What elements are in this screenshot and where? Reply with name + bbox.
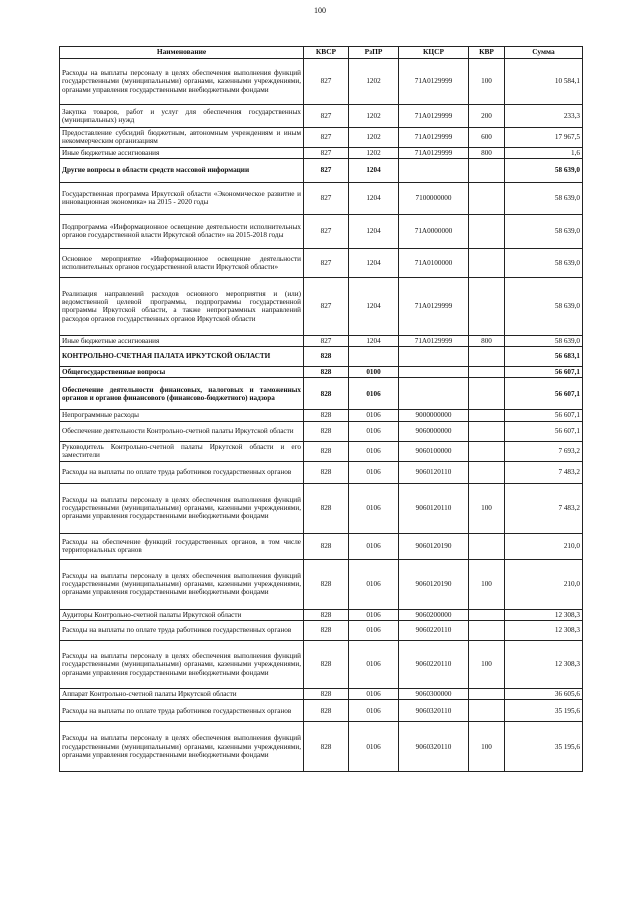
cell-kvsr: 828 [304, 609, 349, 620]
cell-name: Расходы на выплаты по оплате труда работников государственных органов [60, 620, 304, 640]
cell-rzpr: 0106 [349, 483, 399, 533]
cell-name: Подпрограмма «Информационное освещение деятельности исполнительных органов государственной власти Иркутской области» на 2015-2018 годы [60, 214, 304, 248]
cell-kcsr: 9060220110 [399, 620, 469, 640]
cell-name: Расходы на выплаты персоналу в целях обеспечения выполнения функций государственными (муниципальными) органами, казенными учреждениями, органами управления государственными внебюджетными фондами [60, 722, 304, 772]
table-row [60, 533, 583, 559]
cell-kvsr: 827 [304, 335, 349, 346]
header-kvsr: КВСР [304, 47, 349, 59]
cell-kvsr: 828 [304, 347, 349, 367]
cell-kvsr: 827 [304, 248, 349, 277]
table-row [60, 347, 583, 367]
cell-name: Расходы на выплаты персоналу в целях обеспечения выполнения функций государственными (муниципальными) органами, казенными учреждениями, органами управления государственными внебюджетными фондами [60, 59, 304, 105]
table-row [60, 277, 583, 335]
cell-kvsr: 828 [304, 559, 349, 609]
cell-kcsr: 9060300000 [399, 688, 469, 699]
cell-kvsr: 828 [304, 483, 349, 533]
cell-kcsr [399, 367, 469, 378]
cell-kvr [469, 688, 505, 699]
cell-name: Расходы на выплаты персоналу в целях обеспечения выполнения функций государственными (муниципальными) органами, казенными учреждениями, органами управления государственными внебюджетными фондами [60, 640, 304, 688]
cell-rzpr: 0106 [349, 609, 399, 620]
cell-name: Реализация направлений расходов основного мероприятия и (или) ведомственной целевой программы, подпрограммы государственной программы Иркутской области, а также непрограммных направлений расходов органов государственных органов Иркутской области [60, 277, 304, 335]
cell-kcsr: 9060320110 [399, 700, 469, 722]
cell-kvsr: 827 [304, 128, 349, 148]
header-kcsr: КЦСР [399, 47, 469, 59]
cell-rzpr: 0106 [349, 533, 399, 559]
table-row [60, 640, 583, 688]
cell-sum: 1,6 [505, 147, 583, 158]
table-row [60, 421, 583, 441]
cell-kcsr [399, 158, 469, 182]
cell-name: Расходы на обеспечение функций государственных органов, в том числе территориальных органов [60, 533, 304, 559]
cell-kvr [469, 533, 505, 559]
header-name: Наименование [60, 47, 304, 59]
table-row [60, 367, 583, 378]
cell-kvr [469, 347, 505, 367]
cell-name: Предоставление субсидий бюджетным, автономным учреждениям и иным некоммерческим организациям [60, 128, 304, 148]
cell-rzpr: 0106 [349, 640, 399, 688]
cell-kvr: 100 [469, 640, 505, 688]
cell-kvsr: 827 [304, 214, 349, 248]
table-row [60, 214, 583, 248]
cell-rzpr: 0106 [349, 559, 399, 609]
table-row [60, 688, 583, 699]
cell-kvr [469, 410, 505, 421]
cell-sum: 17 967,5 [505, 128, 583, 148]
table-row [60, 559, 583, 609]
table-row [60, 59, 583, 105]
cell-sum: 58 639,0 [505, 248, 583, 277]
cell-kcsr [399, 378, 469, 410]
cell-kcsr: 71А0129999 [399, 105, 469, 128]
cell-kvsr: 828 [304, 640, 349, 688]
cell-kvr: 800 [469, 335, 505, 346]
table-row [60, 248, 583, 277]
cell-rzpr: 1202 [349, 59, 399, 105]
cell-sum: 56 607,1 [505, 410, 583, 421]
cell-sum: 12 308,3 [505, 620, 583, 640]
cell-kcsr [399, 347, 469, 367]
cell-rzpr: 1202 [349, 105, 399, 128]
cell-name: Расходы на выплаты по оплате труда работников государственных органов [60, 461, 304, 483]
cell-kvsr: 828 [304, 700, 349, 722]
table-row [60, 147, 583, 158]
cell-kvsr: 828 [304, 367, 349, 378]
table-row [60, 410, 583, 421]
cell-kvsr: 827 [304, 59, 349, 105]
cell-kcsr: 71А0129999 [399, 335, 469, 346]
table-row [60, 700, 583, 722]
cell-kvr [469, 158, 505, 182]
cell-sum: 12 308,3 [505, 640, 583, 688]
cell-kvr: 100 [469, 559, 505, 609]
cell-rzpr: 1204 [349, 214, 399, 248]
header-rzpr: РзПР [349, 47, 399, 59]
cell-sum: 56 683,1 [505, 347, 583, 367]
cell-kvr [469, 421, 505, 441]
table-header-row [60, 47, 583, 59]
cell-sum: 58 639,0 [505, 158, 583, 182]
cell-name: Руководитель Контрольно-счетной палаты Иркутской области и его заместители [60, 441, 304, 461]
cell-sum: 35 195,6 [505, 700, 583, 722]
cell-kvsr: 827 [304, 158, 349, 182]
cell-sum: 58 639,0 [505, 335, 583, 346]
cell-sum: 10 584,1 [505, 59, 583, 105]
cell-rzpr: 1204 [349, 335, 399, 346]
cell-name: Государственная программа Иркутской области «Экономическое развитие и инновационная экономика» на 2015 - 2020 годы [60, 182, 304, 214]
cell-kvr: 800 [469, 147, 505, 158]
cell-kcsr: 9060320110 [399, 722, 469, 772]
cell-name: Основное мероприятие «Информационное освещение деятельности исполнительных органов государственной власти Иркутской области» [60, 248, 304, 277]
cell-kcsr: 9000000000 [399, 410, 469, 421]
cell-sum: 233,3 [505, 105, 583, 128]
table-row [60, 441, 583, 461]
cell-kvsr: 828 [304, 620, 349, 640]
table-row [60, 128, 583, 148]
cell-name: Иные бюджетные ассигнования [60, 335, 304, 346]
cell-rzpr: 0100 [349, 367, 399, 378]
table-row [60, 158, 583, 182]
cell-kcsr: 9060000000 [399, 421, 469, 441]
cell-kvr [469, 620, 505, 640]
cell-kvsr: 827 [304, 277, 349, 335]
cell-name: Закупка товаров, работ и услуг для обеспечения государственных (муниципальных) нужд [60, 105, 304, 128]
cell-kvsr: 828 [304, 410, 349, 421]
cell-rzpr: 0106 [349, 620, 399, 640]
cell-kcsr: 71А0129999 [399, 59, 469, 105]
cell-rzpr: 0106 [349, 461, 399, 483]
cell-name: Обеспечение деятельности финансовых, налоговых и таможенных органов и органов финансового (финансово-бюджетного) надзора [60, 378, 304, 410]
cell-name: Расходы на выплаты по оплате труда работников государственных органов [60, 700, 304, 722]
header-kvr: КВР [469, 47, 505, 59]
cell-sum: 7 483,2 [505, 483, 583, 533]
cell-kvr: 600 [469, 128, 505, 148]
cell-kvsr: 828 [304, 378, 349, 410]
cell-sum: 56 607,1 [505, 378, 583, 410]
cell-name: Расходы на выплаты персоналу в целях обеспечения выполнения функций государственными (муниципальными) органами, казенными учреждениями, органами управления государственными внебюджетными фондами [60, 559, 304, 609]
cell-kcsr: 71А0129999 [399, 128, 469, 148]
cell-rzpr: 0106 [349, 378, 399, 410]
cell-kvr [469, 441, 505, 461]
table-row [60, 461, 583, 483]
cell-kvr [469, 609, 505, 620]
table-row [60, 609, 583, 620]
cell-rzpr: 0106 [349, 410, 399, 421]
cell-kvsr: 827 [304, 182, 349, 214]
cell-sum: 56 607,1 [505, 421, 583, 441]
table-row [60, 105, 583, 128]
cell-name: КОНТРОЛЬНО-СЧЕТНАЯ ПАЛАТА ИРКУТСКОЙ ОБЛАСТИ [60, 347, 304, 367]
cell-kvr [469, 378, 505, 410]
cell-kvr [469, 277, 505, 335]
cell-sum: 58 639,0 [505, 182, 583, 214]
cell-name: Иные бюджетные ассигнования [60, 147, 304, 158]
cell-kvr: 100 [469, 483, 505, 533]
table-row [60, 483, 583, 533]
cell-sum: 58 639,0 [505, 277, 583, 335]
page-number: 100 [314, 6, 326, 15]
cell-rzpr: 0106 [349, 700, 399, 722]
cell-kcsr: 9060200000 [399, 609, 469, 620]
cell-name: Другие вопросы в области средств массовой информации [60, 158, 304, 182]
cell-rzpr [349, 347, 399, 367]
cell-sum: 12 308,3 [505, 609, 583, 620]
cell-kvr [469, 248, 505, 277]
cell-rzpr: 0106 [349, 441, 399, 461]
cell-rzpr: 1204 [349, 248, 399, 277]
cell-sum: 56 607,1 [505, 367, 583, 378]
cell-name: Общегосударственные вопросы [60, 367, 304, 378]
cell-name: Аудиторы Контрольно-счетной палаты Иркутской области [60, 609, 304, 620]
cell-kvsr: 828 [304, 421, 349, 441]
table-row [60, 182, 583, 214]
cell-sum: 35 195,6 [505, 722, 583, 772]
cell-name: Непрограммные расходы [60, 410, 304, 421]
cell-kcsr: 71А0129999 [399, 277, 469, 335]
cell-kcsr: 71А0129999 [399, 147, 469, 158]
cell-kcsr: 9060220110 [399, 640, 469, 688]
cell-kvsr: 828 [304, 722, 349, 772]
cell-sum: 7 483,2 [505, 461, 583, 483]
cell-kvsr: 828 [304, 688, 349, 699]
cell-name: Аппарат Контрольно-счетной палаты Иркутской области [60, 688, 304, 699]
cell-kcsr: 9060120110 [399, 461, 469, 483]
cell-kvr: 100 [469, 59, 505, 105]
cell-kvsr: 828 [304, 441, 349, 461]
cell-name: Обеспечение деятельности Контрольно-счетной палаты Иркутской области [60, 421, 304, 441]
cell-kvsr: 828 [304, 533, 349, 559]
cell-kcsr: 9060100000 [399, 441, 469, 461]
cell-sum: 7 693,2 [505, 441, 583, 461]
budget-table [59, 46, 583, 772]
cell-name: Расходы на выплаты персоналу в целях обеспечения выполнения функций государственными (муниципальными) органами, казенными учреждениями, органами управления государственными внебюджетными фондами [60, 483, 304, 533]
cell-rzpr: 0106 [349, 421, 399, 441]
cell-kvsr: 827 [304, 105, 349, 128]
table-row [60, 378, 583, 410]
cell-kcsr: 7100000000 [399, 182, 469, 214]
cell-rzpr: 1204 [349, 182, 399, 214]
table-row [60, 722, 583, 772]
cell-kcsr: 71А0100000 [399, 248, 469, 277]
cell-rzpr: 0106 [349, 722, 399, 772]
cell-kcsr: 9060120110 [399, 483, 469, 533]
cell-kcsr: 9060120190 [399, 559, 469, 609]
cell-kvr [469, 367, 505, 378]
cell-kcsr: 9060120190 [399, 533, 469, 559]
cell-kvsr: 827 [304, 147, 349, 158]
cell-kvr [469, 461, 505, 483]
header-sum: Сумма [505, 47, 583, 59]
cell-kcsr: 71А0000000 [399, 214, 469, 248]
cell-kvr [469, 214, 505, 248]
cell-rzpr: 1202 [349, 147, 399, 158]
cell-kvr [469, 182, 505, 214]
cell-sum: 58 639,0 [505, 214, 583, 248]
cell-rzpr: 0106 [349, 688, 399, 699]
cell-sum: 36 605,6 [505, 688, 583, 699]
cell-sum: 210,0 [505, 533, 583, 559]
cell-rzpr: 1204 [349, 158, 399, 182]
table-row [60, 620, 583, 640]
cell-kvr: 200 [469, 105, 505, 128]
table-row [60, 335, 583, 346]
cell-rzpr: 1204 [349, 277, 399, 335]
cell-sum: 210,0 [505, 559, 583, 609]
table-body [60, 59, 583, 772]
cell-kvsr: 828 [304, 461, 349, 483]
cell-kvr [469, 700, 505, 722]
cell-rzpr: 1202 [349, 128, 399, 148]
cell-kvr: 100 [469, 722, 505, 772]
